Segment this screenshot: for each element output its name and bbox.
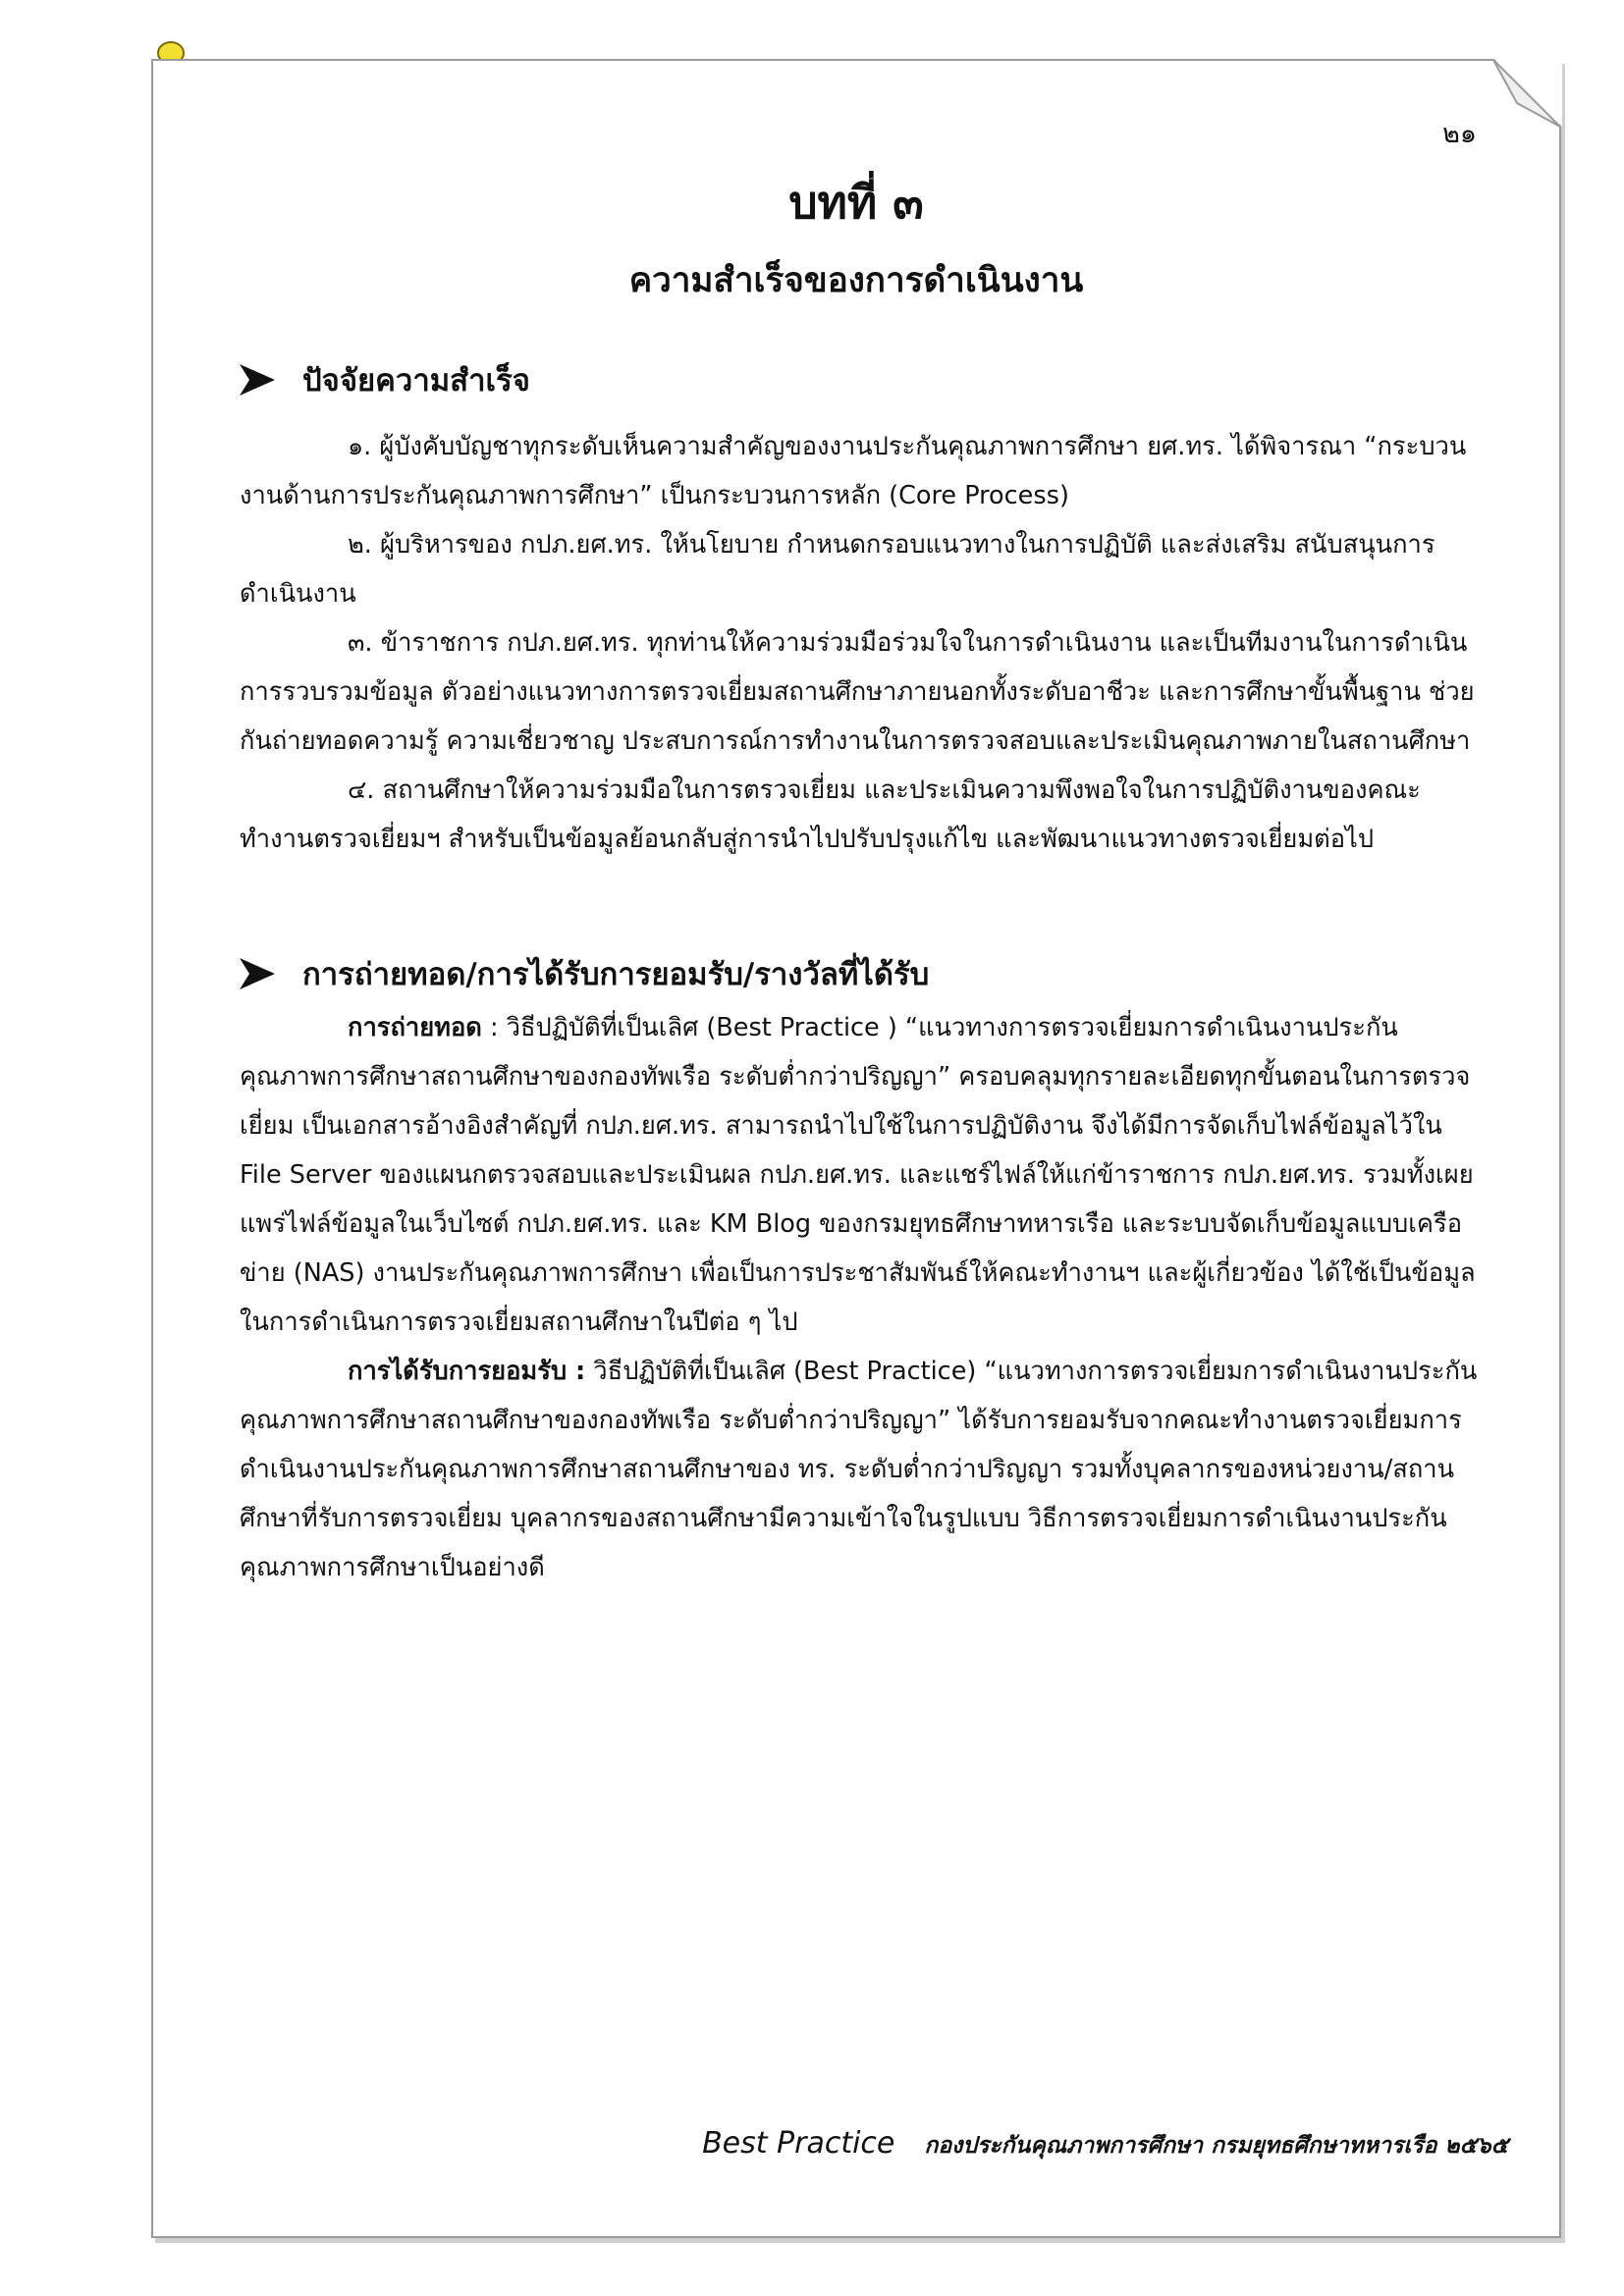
page-number: ๒๑ — [1442, 119, 1477, 149]
arrow-bullet-icon — [240, 958, 275, 989]
paragraph-transfer — [240, 1003, 1483, 1347]
success-factors-list — [240, 422, 1483, 864]
list-item: ๔. สถานศึกษาให้ความร่วมมือในการตรวจเยี่ยม และประเมินความพึงพอใจในการปฏิบัติงานของคณะทำงานตรวจเยี่ยมฯ สำหรับเป็นข้อมูลย้อนกลับสู่การนำไปปรับปรุงแก้ไข และพัฒนาแนวทางตรวจเยี่ยมต่อไป — [240, 775, 1421, 854]
chapter-title: บทที่ ๓ — [788, 176, 924, 229]
document-page — [151, 59, 1561, 2238]
footer-organization: กองประกันคุณภาพการศึกษา กรมยุทธศึกษาทหารเรือ ๒๕๖๕ — [924, 2133, 1508, 2159]
paragraph-lead: การถ่ายทอด — [348, 1013, 482, 1042]
paragraph-acceptance — [240, 1347, 1483, 1592]
arrow-bullet-icon — [240, 364, 275, 396]
section-heading-text: การถ่ายทอด/การได้รับการยอมรับ/รางวัลที่ได้รับ — [302, 957, 930, 992]
paragraph-text: วิธีปฏิบัติที่เป็นเลิศ (Best Practice) “แนวทางการตรวจเยี่ยมการดำเนินงานประกันคุณภาพการศึกษาสถานศึกษาของกองทัพเรือ ระดับต่ำกว่าปริญญา” ได้รับการยอมรับจากคณะทำงานตรวจเยี่ยมการดำเนินงานประกันคุณภาพการศึกษาสถานศึกษาของ ทร. ระดับต่ำกว่าปริญญา รวมทั้งบุคลากรของหน่วยงาน/สถานศึกษาที่รับการตรวจเยี่ยม บุคลากรของสถานศึกษามีความเข้าใจในรูปแบบ วิธีการตรวจเยี่ยมการดำเนินงานประกันคุณภาพการศึกษาเป็นอย่างดี — [240, 1357, 1478, 1582]
list-item: ๑. ผู้บังคับบัญชาทุกระดับเห็นความสำคัญของงานประกันคุณภาพการศึกษา ยศ.ทร. ได้พิจารณา “กระบวนงานด้านการประกันคุณภาพการศึกษา” เป็นกระบวนการหลัก (Core Process) — [240, 432, 1467, 510]
page-footer — [702, 2126, 1508, 2163]
page-curl-icon — [1493, 58, 1562, 127]
section-heading-recognition — [240, 949, 929, 998]
recognition-paragraphs — [240, 1003, 1483, 1592]
section-heading-success-factors — [240, 355, 530, 404]
list-item: ๓. ข้าราชการ กปภ.ยศ.ทร. ทุกท่านให้ความร่วมมือร่วมใจในการดำเนินงาน และเป็นทีมงานในการดำเนินการรวบรวมข้อมูล ตัวอย่างแนวทางการตรวจเยี่ยมสถานศึกษาภายนอกทั้งระดับอาชีวะ และการศึกษาขั้นพื้นฐาน ช่วยกันถ่ายทอดความรู้ ความเชี่ยวชาญ ประสบการณ์การทำงานในการตรวจสอบและประเมินคุณภาพภายในสถานศึกษา — [240, 628, 1475, 756]
chapter-subtitle: ความสำเร็จของการดำเนินงาน — [628, 261, 1084, 300]
list-item: ๒. ผู้บริหารของ กปภ.ยศ.ทร. ให้นโยบาย กำหนดกรอบแนวทางในการปฏิบัติ และส่งเสริม สนับสนุนการดำเนินงาน — [240, 530, 1435, 609]
footer-brand: Best Practice — [702, 2126, 895, 2161]
paragraph-lead: การได้รับการยอมรับ : — [348, 1357, 586, 1386]
section-heading-text: ปัจจัยความสำเร็จ — [302, 363, 530, 399]
paragraph-text: : วิธีปฏิบัติที่เป็นเลิศ (Best Practice ) “แนวทางการตรวจเยี่ยมการดำเนินงานประกันคุณภาพการศึกษาสถานศึกษาของกองทัพเรือ ระดับต่ำกว่าปริญญา” ครอบคลุมทุกรายละเอียดทุกขั้นตอนในการตรวจเยี่ยม เป็นเอกสารอ้างอิงสำคัญที่ กปภ.ยศ.ทร. สามารถนำไปใช้ในการปฏิบัติงาน จึงได้มีการจัดเก็บไฟล์ข้อมูลไว้ใน File Server ของแผนกตรวจสอบและประเมินผล กปภ.ยศ.ทร. และแชร์ไฟล์ให้แก่ข้าราชการ กปภ.ยศ.ทร. รวมทั้งเผยแพร่ไฟล์ข้อมูลในเว็บไซต์ กปภ.ยศ.ทร. และ KM Blog ของกรมยุทธศึกษาทหารเรือ และระบบจัดเก็บข้อมูลแบบเครือข่าย (NAS) งานประกันคุณภาพการศึกษา เพื่อเป็นการประชาสัมพันธ์ให้คณะทำงานฯ และผู้เกี่ยวข้อง ได้ใช้เป็นข้อมูลในการดำเนินการตรวจเยี่ยมสถานศึกษาในปีต่อ ๆ ไป — [240, 1013, 1476, 1337]
